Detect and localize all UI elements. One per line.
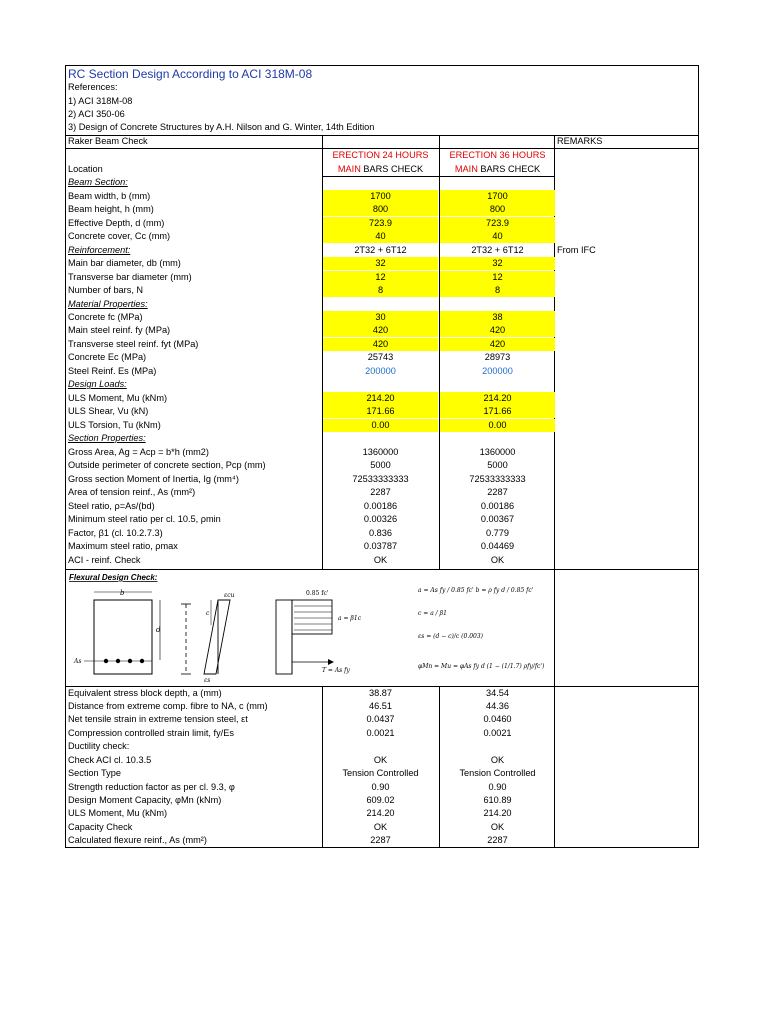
ecu-label: εcu: [224, 592, 235, 599]
rebar-dot: [128, 659, 132, 663]
b-label: b: [120, 589, 125, 597]
grid-line: [65, 135, 699, 136]
page-title: RC Section Design According to ACI 318M-08: [68, 67, 313, 81]
rebar-dot: [140, 659, 144, 663]
diagram-title: Flexural Design Check:: [69, 573, 158, 582]
a-label: a = β1c: [338, 615, 362, 622]
equation-a: a = As fy / 0.85 fc' b = ρ fy d / 0.85 fc': [418, 587, 534, 594]
flexural-diagram-svg: [66, 570, 554, 686]
d-label: d: [156, 626, 161, 634]
equation-c: c = a / β1: [418, 610, 447, 617]
compression-block: [292, 600, 332, 634]
stress-section: [276, 600, 292, 674]
c-label: c: [206, 610, 210, 617]
remark-text: From IFC: [557, 245, 596, 255]
stress-label: 0.85 fc': [306, 590, 329, 597]
es-label: εs: [204, 677, 211, 684]
rebar-dot: [104, 659, 108, 663]
rebar-dot: [116, 659, 120, 663]
as-label: As: [74, 658, 82, 665]
equation-mn: φMn = Mu = φAs fy d (1 − (1/1.7) ρfy/fc'): [418, 663, 545, 670]
grid-line: [322, 176, 554, 177]
t-label: T = As fy: [322, 667, 350, 674]
remarks-header: REMARKS: [557, 136, 603, 146]
equation-es: εs = (d − c)/c (0.003): [418, 633, 484, 640]
flexural-diagram: [66, 570, 554, 686]
arrow-head: [328, 659, 334, 665]
beam-section-shape: [94, 600, 152, 674]
